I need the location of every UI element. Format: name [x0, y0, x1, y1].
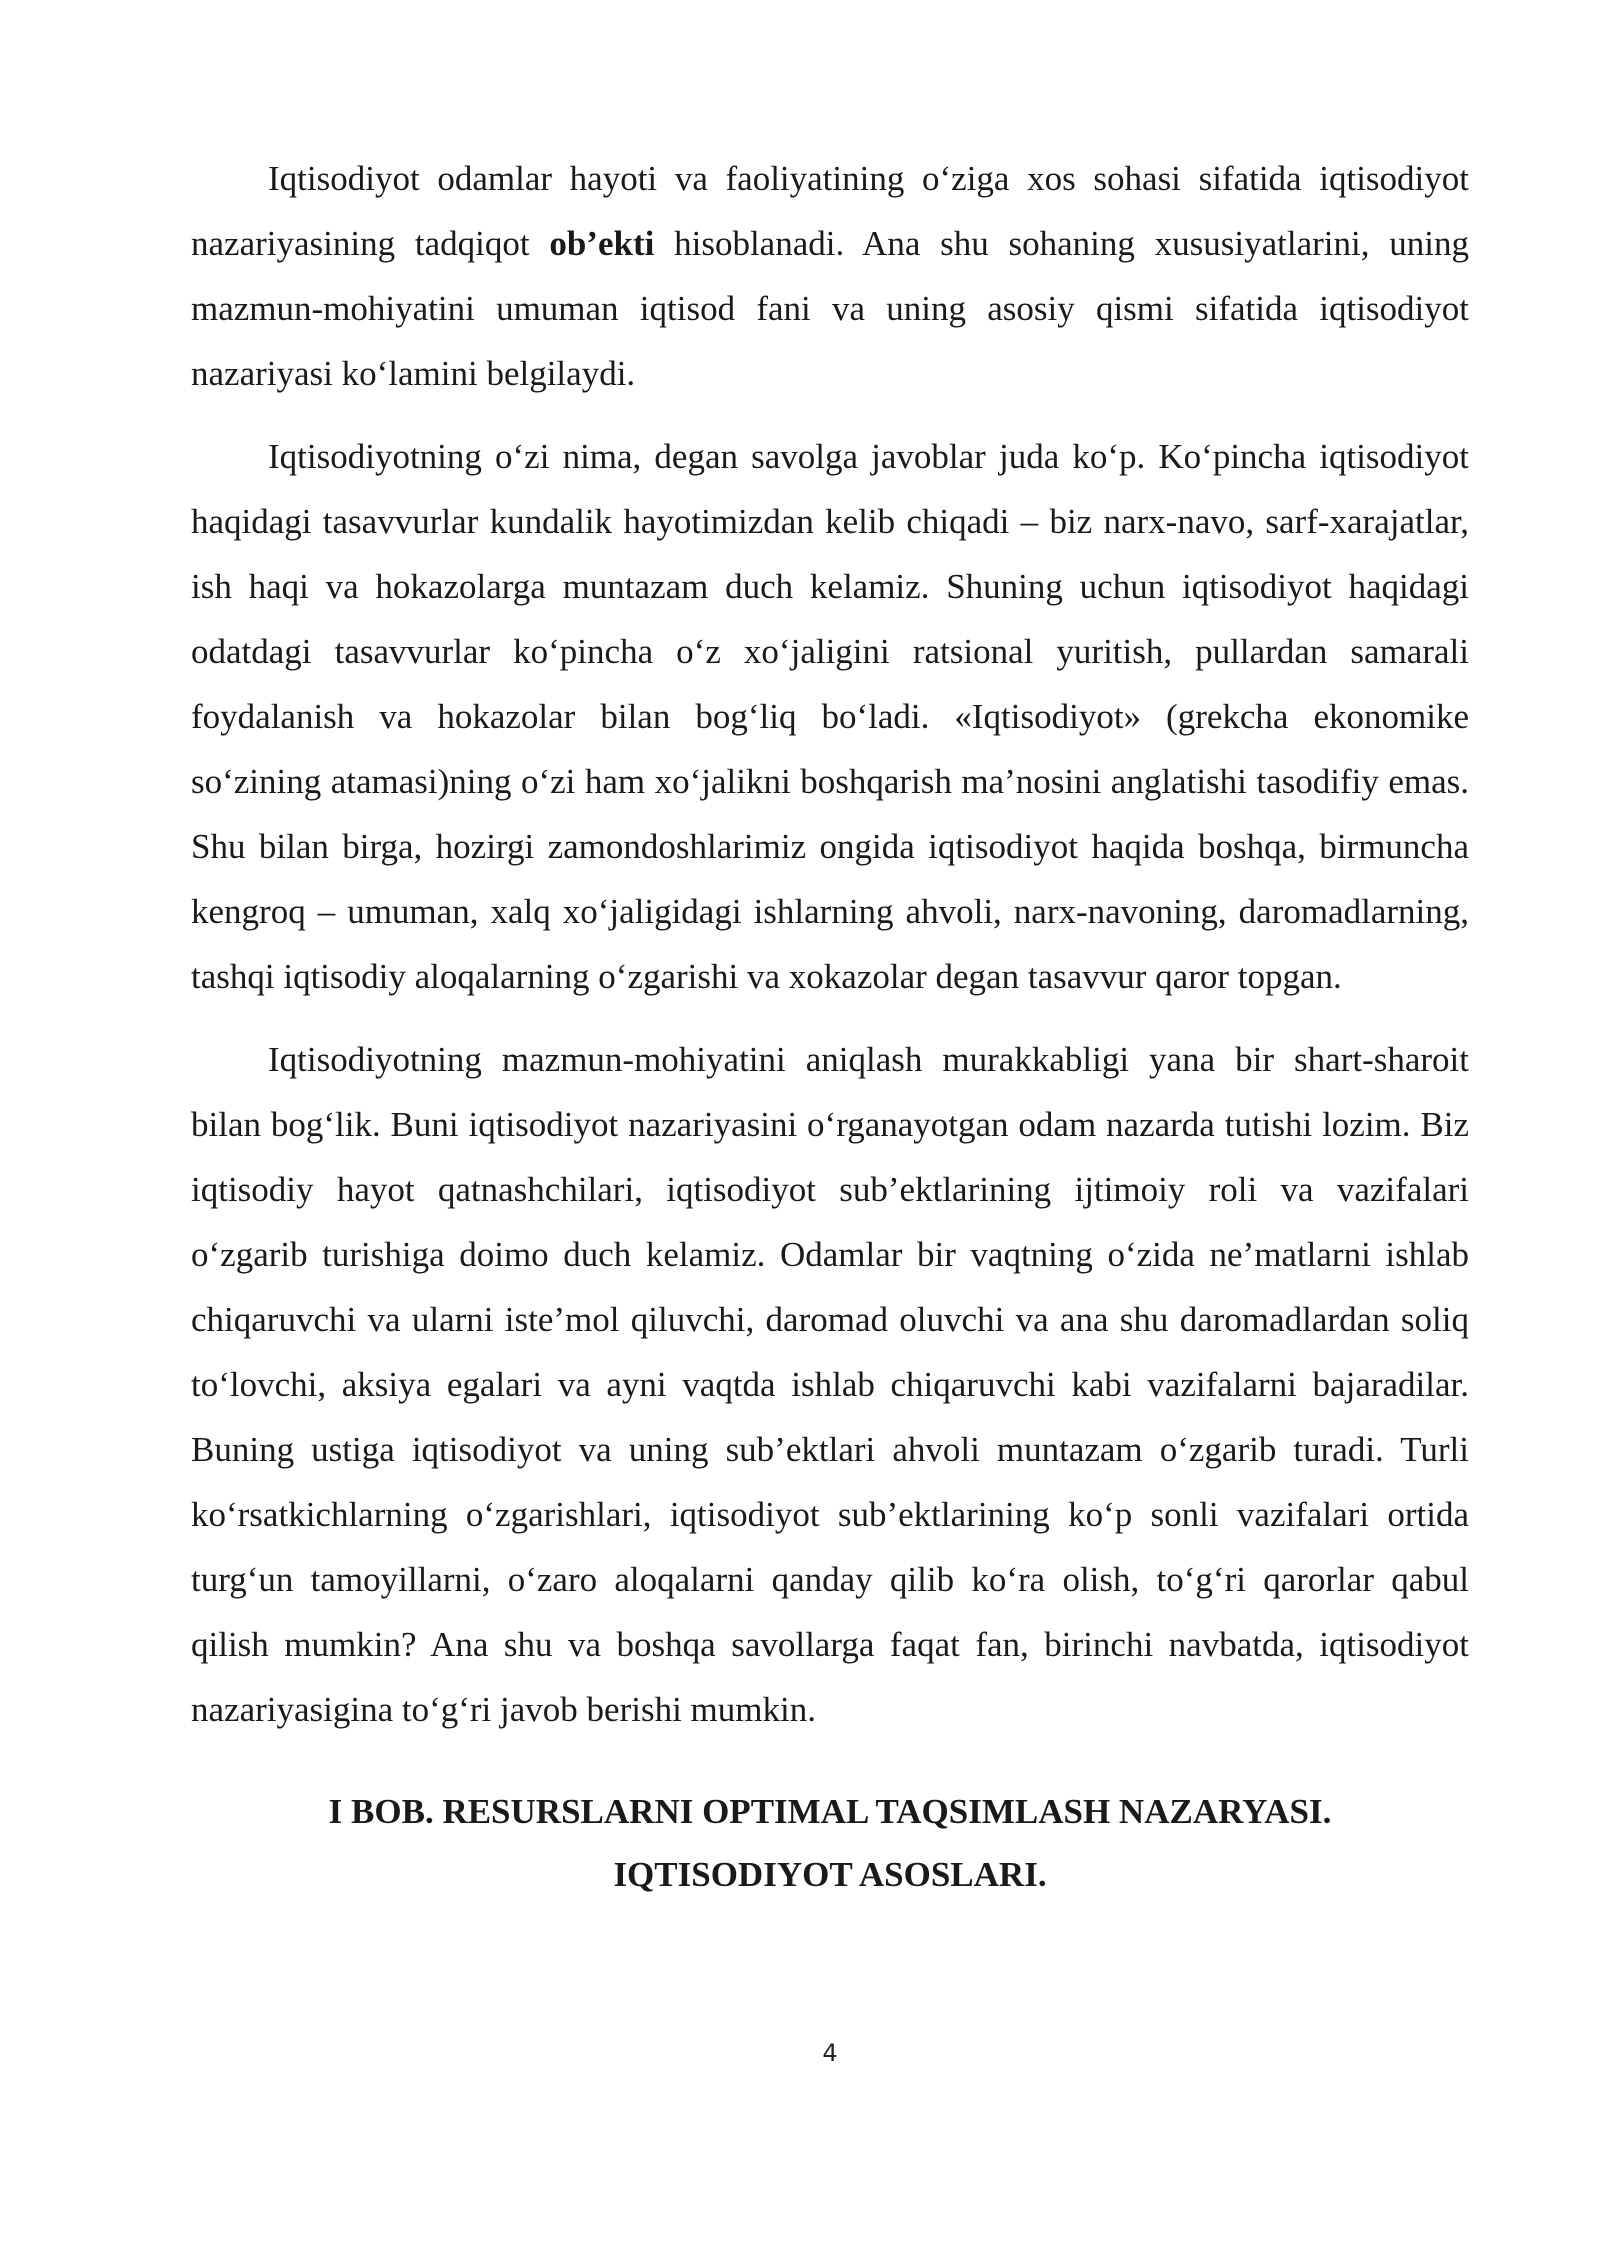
- page-body: [191, 146, 1469, 1906]
- paragraph-3: Iqtisodiyotning mazmun-mohiyatini aniqlash murakkabligi yana bir shart-sharoit bilan bog‘lik. Buni iqtisodiyot nazariyasini o‘rganayotgan odam nazarda tutishi lozim. Biz iqtisodiy hayot qatnashchilari, iqtisodiyot sub’ektlarining ijtimoiy roli va vazifalari o‘zgarib turishiga doimo duch kelamiz. Odamlar bir vaqtning o‘zida ne’matlarni ishlab chiqaruvchi va ularni iste’mol qiluvchi, daromad oluvchi va ana shu daromadlardan soliq to‘lovchi, aksiya egalari va ayni vaqtda ishlab chiqaruvchi kabi vazifalarni bajaradilar. Buning ustiga iqtisodiyot va uning sub’ektlari ahvoli muntazam o‘zgarib turadi. Turli ko‘rsatkichlarning o‘zgarishlari, iqtisodiyot sub’ektlarining ko‘p sonli vazifalari ortida turg‘un tamoyillarni, o‘zaro aloqalarni qanday qilib ko‘ra olish, to‘g‘ri qarorlar qabul qilish mumkin? Ana shu va boshqa savollarga faqat fan, birinchi navbatda, iqtisodiyot nazariyasigina to‘g‘ri javob berishi mumkin.: [191, 1040, 1469, 1729]
- paragraph-1-text-end: hisoblanadi. Ana shu sohaning xususiyatlarini, uning mazmun-mohiyatini umuman iqtisod fani va uning asosiy qismi sifatida iqtisodiyot nazariyasi ko‘lamini belgilaydi.: [191, 224, 1470, 393]
- chapter-heading-line-2: IQTISODIYOT ASOSLARI.: [613, 1855, 1047, 1894]
- paragraph-1-bold-term: ob’ekti: [549, 224, 655, 263]
- chapter-heading: [191, 1780, 1469, 1906]
- page-number: 4: [822, 2039, 838, 2067]
- chapter-heading-line-1: I BOB. RESURSLARNI OPTIMAL TAQSIMLASH NAZARYASI.: [328, 1792, 1332, 1831]
- paragraph-2: Iqtisodiyotning o‘zi nima, degan savolga javoblar juda ko‘p. Ko‘pincha iqtisodiyot haqidagi tasavvurlar kundalik hayotimizdan kelib chiqadi – biz narx-navo, sarf-xarajatlar, ish haqi va hokazolarga muntazam duch kelamiz. Shuning uchun iqtisodiyot haqidagi odatdagi tasavvurlar ko‘pincha o‘z xo‘jaligini ratsional yuritish, pullardan samarali foydalanish va hokazolar bilan bog‘liq bo‘ladi. «Iqtisodiyot» (grekcha ekonomike so‘zining atamasi)ning o‘zi ham xo‘jalikni boshqarish ma’nosini anglatishi tasodifiy emas. Shu bilan birga, hozirgi zamondoshlarimiz ongida iqtisodiyot haqida boshqa, birmuncha kengroq – umuman, xalq xo‘jaligidagi ishlarning ahvoli, narx-navoning, daromadlarning, tashqi iqtisodiy aloqalarning o‘zgarishi va xokazolar degan tasavvur qaror topgan.: [191, 437, 1469, 996]
- paragraph-1-text-start: Iqtisodiyot odamlar hayoti va faoliyatining o‘ziga xos sohasi sifatida iqtisodiyot nazariyasining tadqiqot: [191, 159, 1469, 263]
- paragraph-1: [191, 146, 1469, 406]
